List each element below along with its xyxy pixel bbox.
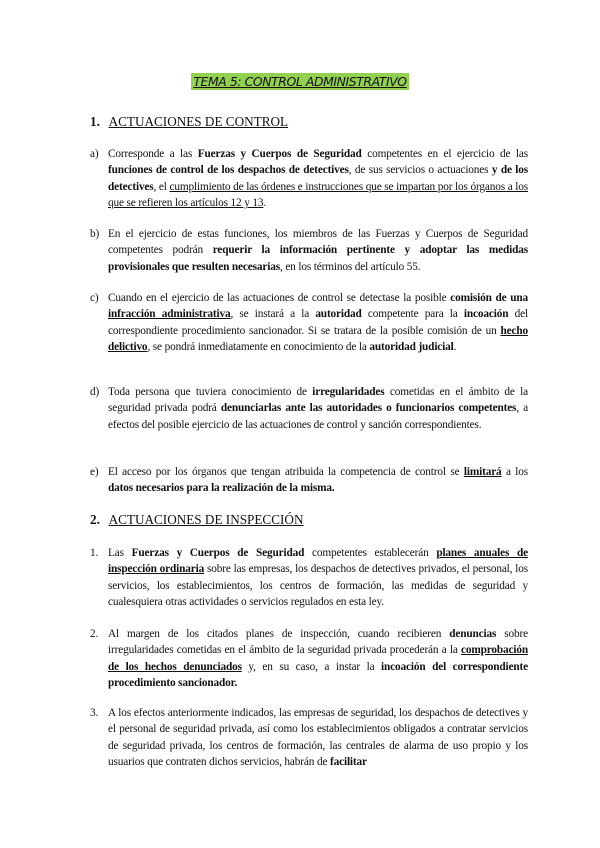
- text-segment: A los efectos anteriormente indicados, las empresas de seguridad, los despachos de detectives y el personal de seguridad privada, así como los establecimientos obligados a contratar servicios de seguridad privada, los centros de formación, las centrales de alarma de uso propio y los usuarios que contraten dichos servicios, habrán de: [108, 707, 528, 769]
- text-segment: , el: [153, 180, 170, 193]
- text-segment: competentes en el ejercicio de las: [361, 148, 529, 160]
- text-segment: a los: [501, 466, 529, 478]
- paragraph-label: 3.: [90, 707, 99, 719]
- text-segment: , en los términos del artículo 55.: [279, 260, 421, 273]
- paragraph-body: [108, 545, 528, 611]
- text-segment: datos necesarios para la realización de la misma.: [108, 482, 335, 495]
- paragraph-body: [108, 146, 528, 212]
- document-title: TEMA 5: CONTROL ADMINISTRATIVO: [193, 74, 407, 89]
- text-segment: autoridad: [315, 308, 362, 321]
- text-segment: autoridad judicial: [369, 341, 454, 354]
- text-segment: sobre irregularidades cometidas en el ámbito de la seguridad privada procederán a la: [108, 628, 528, 657]
- text-segment: sobre las empresas, los despachos de detectives privados, el personal, los servicios, los establecimientos, los centros de formación, las medidas de seguridad y cualesquiera otras actividades o servicios regulados en esta ley.: [108, 563, 528, 609]
- section-heading-actuaciones-inspeccion: [90, 512, 303, 528]
- text-segment: comprobación de los hechos denunciados: [108, 644, 528, 673]
- paragraph-2: [90, 626, 528, 692]
- paragraph-body: [108, 705, 528, 771]
- paragraph-3: [90, 705, 528, 771]
- text-segment: Corresponde a las: [108, 148, 198, 160]
- text-segment: requerir la información pertinente y adoptar las medidas provisionales que resulten necesarias: [108, 244, 529, 273]
- paragraph-e: [90, 464, 528, 497]
- text-segment: .: [263, 197, 267, 210]
- text-segment: , se pondrá inmediatamente en conocimiento de la: [147, 341, 370, 354]
- text-segment: Las: [108, 547, 132, 559]
- paragraph-label: 1.: [90, 547, 99, 559]
- text-segment: cumplimiento de las órdenes e instrucciones que se impartan por los órganos a los que se refieren los artículos 12 y 13: [108, 180, 528, 210]
- paragraph-body: [108, 226, 528, 275]
- text-segment: Al margen de los citados planes de inspección, cuando recibieren: [108, 628, 450, 640]
- title-container: [0, 73, 600, 91]
- text-segment: Toda persona que tuviera conocimiento de: [108, 386, 313, 398]
- text-segment: funciones de control de los despachos de detectives: [108, 164, 349, 177]
- text-segment: cometidas en el ámbito de la seguridad privada podrá: [108, 386, 528, 415]
- text-segment: denuncias: [449, 628, 497, 640]
- paragraph-d: [90, 384, 528, 433]
- paragraph-body: [108, 464, 528, 497]
- text-segment: , se instará a la: [230, 308, 316, 321]
- section-heading-actuaciones-control: [90, 114, 288, 130]
- text-segment: En el ejercicio de estas funciones, los miembros de las Fuerzas y Cuerpos de Seguridad competentes podrán: [108, 228, 528, 257]
- text-segment: limitará: [463, 466, 502, 478]
- section-number: 2.: [90, 512, 100, 527]
- paragraph-1: [90, 545, 528, 611]
- text-segment: facilitar: [329, 756, 367, 769]
- text-segment: Cuando en el ejercicio de las actuaciones de control se detectase la posible: [108, 292, 451, 304]
- paragraph-b: [90, 226, 528, 275]
- text-segment: planes anuales de inspección ordinaria: [108, 547, 529, 576]
- paragraph-c: [90, 290, 528, 356]
- paragraph-label: 2.: [90, 628, 99, 640]
- paragraph-body: [108, 626, 528, 692]
- paragraph-label: c): [90, 292, 99, 304]
- paragraph-label: b): [90, 228, 100, 240]
- text-segment: El acceso por los órganos que tengan atribuida la competencia de control se: [108, 466, 464, 478]
- paragraph-body: [108, 290, 528, 356]
- section-title: ACTUACIONES DE CONTROL: [108, 114, 289, 129]
- text-segment: , a efectos del posible ejercicio de las actuaciones de control y sanción correspondientes.: [108, 402, 529, 431]
- paragraph-label: e): [90, 466, 99, 478]
- section-title: ACTUACIONES DE INSPECCIÓN: [108, 512, 304, 527]
- text-segment: .: [453, 341, 457, 354]
- text-segment: Fuerzas y Cuerpos de Seguridad: [131, 547, 305, 559]
- paragraph-label: a): [90, 148, 99, 160]
- text-segment: hecho delictivo: [108, 324, 528, 354]
- text-segment: incoación del correspondiente procedimiento sancionador.: [108, 660, 529, 690]
- text-segment: , de sus servicios o actuaciones: [348, 164, 492, 177]
- paragraph-a: [90, 146, 528, 212]
- text-segment: infracción administrativa: [108, 308, 231, 321]
- text-segment: y, en su caso, a instar la: [241, 660, 382, 673]
- text-segment: y de los detectives: [108, 164, 529, 193]
- text-segment: comisión de una: [450, 292, 528, 304]
- text-segment: denunciarlas ante las autoridades o funcionarios competentes: [220, 402, 517, 415]
- text-segment: irregularidades: [312, 386, 385, 398]
- text-segment: Fuerzas y Cuerpos de Seguridad: [197, 148, 362, 160]
- paragraph-body: [108, 384, 528, 433]
- text-segment: competentes establecerán: [304, 547, 437, 559]
- text-segment: del correspondiente procedimiento sancionador. Si se tratara de la posible comisión de un: [108, 308, 528, 337]
- text-segment: competente para la: [361, 308, 464, 321]
- section-number: 1.: [90, 114, 100, 129]
- paragraph-label: d): [90, 386, 100, 398]
- text-segment: incoación: [463, 308, 509, 321]
